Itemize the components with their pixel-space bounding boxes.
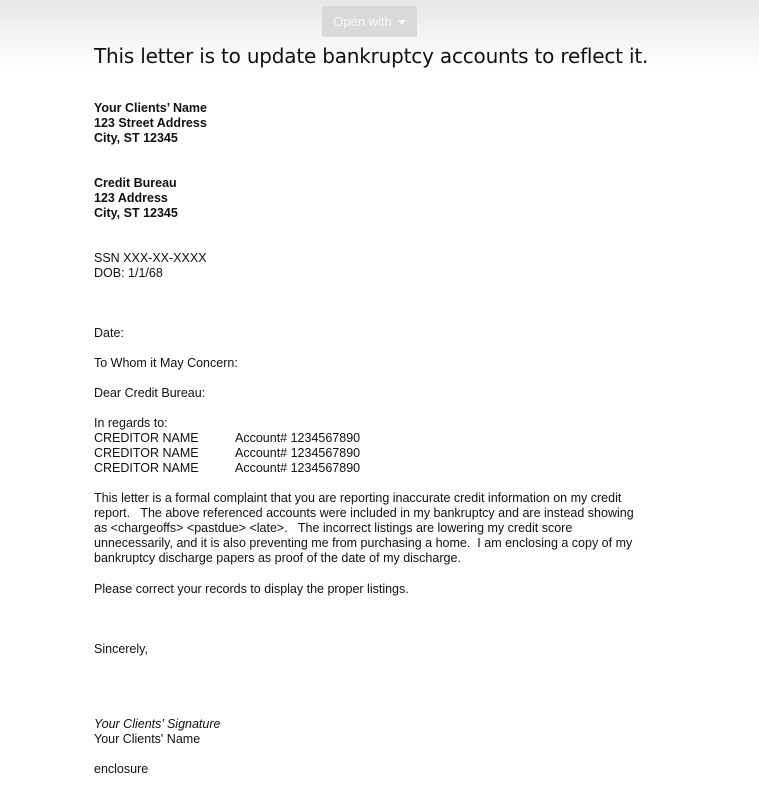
account-number: Account# 1234567890	[235, 446, 361, 460]
paragraph-line: report. The above referenced accounts were included in my bankruptcy and are instead showing	[94, 506, 634, 520]
signer-name: Your Clients' Name	[94, 732, 201, 746]
regards-label: In regards to:	[94, 416, 168, 430]
recipient-street: 123 Address	[94, 191, 168, 205]
signature-block	[94, 717, 220, 747]
closing-line: Sincerely,	[94, 642, 148, 656]
salutation-2: Dear Credit Bureau:	[94, 386, 206, 400]
recipient-address	[94, 176, 178, 221]
account-row	[94, 431, 360, 446]
sender-name: Your Clients’ Name	[94, 101, 207, 115]
creditor-name: CREDITOR NAME	[94, 431, 199, 445]
paragraph-line: unnecessarily, and it is also preventing me from purchasing a home. I am enclosing a copy of my	[94, 536, 633, 550]
request-line: Please correct your records to display the proper listings.	[94, 582, 409, 596]
paragraph-line: as <chargeoffs> <pastdue> <late>. The incorrect listings are lowering my credit score	[94, 521, 573, 535]
signature-line: Your Clients’ Signature	[94, 717, 221, 731]
complaint-paragraph	[94, 491, 669, 566]
page-title: This letter is to update bankruptcy accounts to reflect it.	[94, 44, 649, 68]
recipient-city: City, ST 12345	[94, 206, 178, 220]
account-row	[94, 461, 360, 476]
open-with-button[interactable]	[322, 6, 417, 37]
salutation-1: To Whom it May Concern:	[94, 356, 238, 370]
date-line: Date:	[94, 326, 124, 340]
identity-block	[94, 251, 207, 281]
account-row	[94, 446, 360, 461]
account-number: Account# 1234567890	[235, 461, 361, 475]
sender-street: 123 Street Address	[94, 116, 207, 130]
paragraph-line: This letter is a formal complaint that you are reporting inaccurate credit information on my credit	[94, 491, 622, 505]
open-with-label: Open with	[333, 14, 392, 29]
creditor-name: CREDITOR NAME	[94, 446, 199, 460]
sender-address	[94, 101, 207, 146]
creditor-name: CREDITOR NAME	[94, 461, 199, 475]
recipient-name: Credit Bureau	[94, 176, 177, 190]
chevron-down-icon	[398, 20, 406, 25]
dob-line: DOB: 1/1/68	[94, 266, 163, 280]
ssn-line: SSN XXX-XX-XXXX	[94, 251, 207, 265]
paragraph-line: bankruptcy discharge papers as proof of the date of my discharge.	[94, 551, 461, 565]
account-number: Account# 1234567890	[235, 431, 361, 445]
sender-city: City, ST 12345	[94, 131, 178, 145]
accounts-block	[94, 416, 360, 476]
enclosure-line: enclosure	[94, 762, 149, 776]
